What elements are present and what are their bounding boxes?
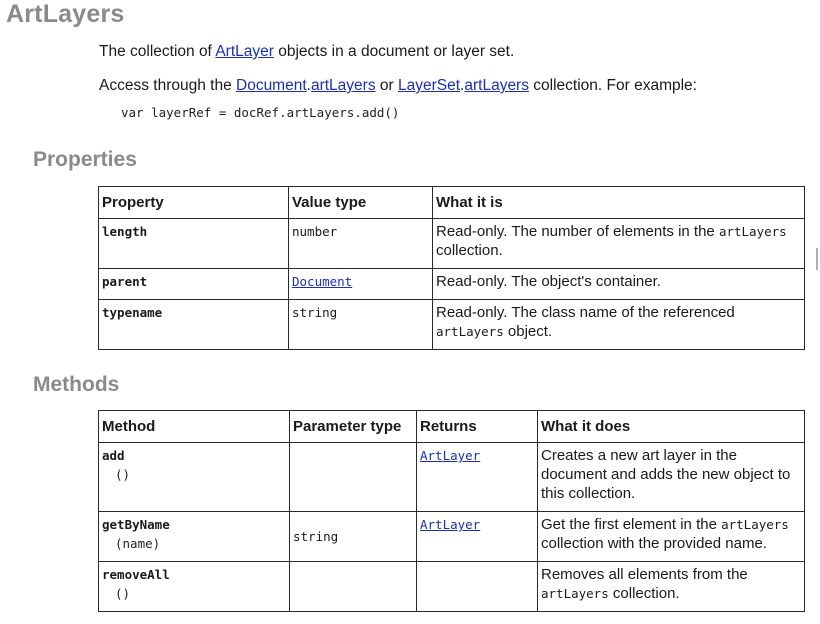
description-text: collection. <box>608 585 680 602</box>
artlayer-link[interactable]: ArtLayer <box>215 43 274 60</box>
intro-line1-prefix: The collection of <box>99 43 216 60</box>
description-text: Removes all elements from the <box>541 566 748 583</box>
properties-header-row <box>99 187 805 219</box>
table-row <box>99 562 805 612</box>
intro-line1-suffix: objects in a document or layer set. <box>273 43 515 60</box>
column-header: What it does <box>538 411 805 443</box>
method-args: (name) <box>115 536 161 551</box>
property-type: string <box>289 300 433 350</box>
table-row <box>99 512 805 562</box>
intro-line2-suffix: collection. For example: <box>528 77 697 94</box>
properties-heading: Properties <box>33 148 137 171</box>
method-cell <box>99 443 290 512</box>
column-header: Value type <box>289 187 433 219</box>
method-name: add <box>102 448 125 463</box>
parameter-type <box>290 562 417 612</box>
returns-cell <box>417 562 538 612</box>
intro-line2-prefix: Access through the <box>99 77 236 94</box>
inline-code: artLayers <box>721 517 789 532</box>
parameter-type <box>290 443 417 512</box>
description-text: object. <box>503 323 553 340</box>
method-name: getByName <box>102 517 170 532</box>
intro-access-line <box>99 76 697 96</box>
table-row <box>99 269 805 300</box>
table-row <box>99 443 805 512</box>
inline-code: artLayers <box>541 586 609 601</box>
table-row <box>99 219 805 269</box>
artlayer-return-link[interactable]: ArtLayer <box>420 517 481 532</box>
scrollbar-indicator[interactable] <box>816 248 818 270</box>
method-name: removeAll <box>102 567 170 582</box>
artlayer-return-link[interactable]: ArtLayer <box>420 448 481 463</box>
method-description: Creates a new art layer in the document and adds the new object to this collection. <box>538 443 805 512</box>
page-title: ArtLayers <box>6 0 125 28</box>
intro-collection-line <box>99 42 514 62</box>
inline-code: artLayers <box>718 224 787 239</box>
dot-separator: . <box>306 77 311 94</box>
property-description: Read-only. The object's container. <box>433 269 805 300</box>
layerset-link[interactable]: LayerSet <box>398 77 461 94</box>
property-type-cell <box>289 269 433 300</box>
properties-table <box>98 186 805 350</box>
table-row <box>99 300 805 350</box>
methods-table <box>98 410 805 612</box>
inline-code: artLayers <box>436 324 504 339</box>
code-example: var layerRef = docRef.artLayers.add() <box>121 105 400 120</box>
column-header: Property <box>99 187 289 219</box>
method-description <box>538 562 805 612</box>
returns-cell <box>417 512 538 562</box>
property-name: length <box>99 219 289 269</box>
column-header: What it is <box>433 187 805 219</box>
property-name: typename <box>99 300 289 350</box>
document-artlayers-link[interactable]: artLayers <box>310 77 376 94</box>
property-type: number <box>289 219 433 269</box>
property-name: parent <box>99 269 289 300</box>
methods-heading: Methods <box>33 373 120 396</box>
document-link[interactable]: Document <box>236 77 307 94</box>
methods-header-row <box>99 411 805 443</box>
document-type-link[interactable]: Document <box>292 274 353 289</box>
column-header: Returns <box>417 411 538 443</box>
method-cell <box>99 512 290 562</box>
description-text: collection. <box>436 242 503 259</box>
method-args: () <box>115 586 131 601</box>
layerset-artlayers-link[interactable]: artLayers <box>464 77 529 94</box>
method-args: () <box>115 467 131 482</box>
column-header: Parameter type <box>290 411 417 443</box>
method-cell <box>99 562 290 612</box>
description-text: Get the first element in the <box>541 516 722 533</box>
dot-separator: . <box>460 77 465 94</box>
method-description <box>538 512 805 562</box>
column-header: Method <box>99 411 290 443</box>
or-text: or <box>375 77 398 94</box>
description-text: collection with the provided name. <box>541 535 767 552</box>
description-text: Read-only. The number of elements in the <box>436 223 719 240</box>
returns-cell <box>417 443 538 512</box>
property-description <box>433 300 805 350</box>
property-description <box>433 219 805 269</box>
description-text: Read-only. The class name of the referenced <box>436 304 735 321</box>
parameter-type: string <box>290 512 417 562</box>
